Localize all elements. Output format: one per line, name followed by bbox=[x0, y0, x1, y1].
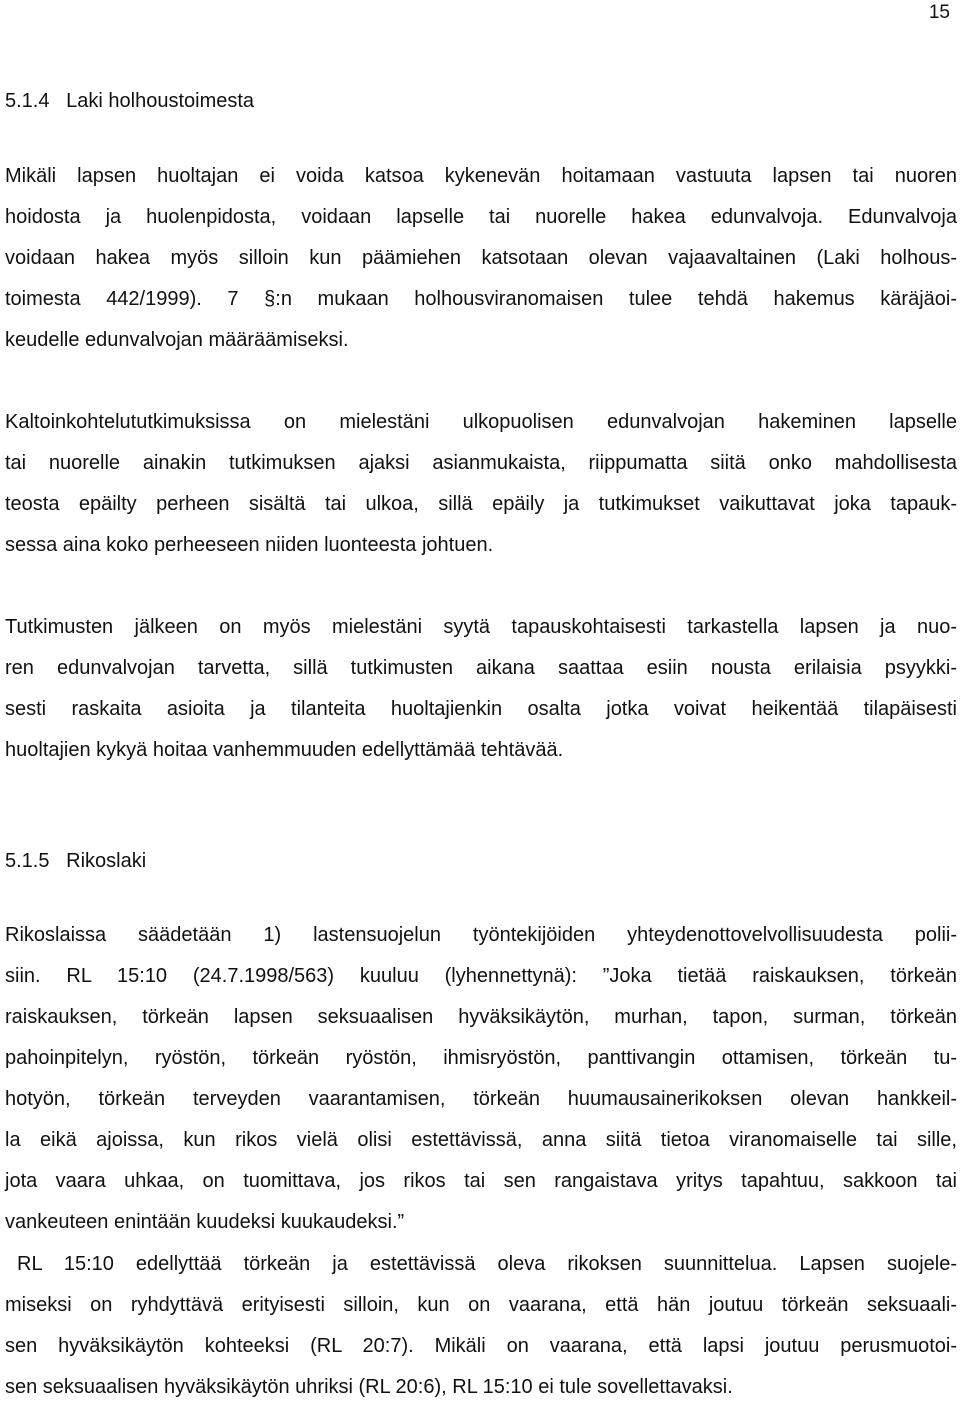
paragraph-5-1-4-1 bbox=[5, 156, 957, 361]
text-line: pahoinpitelyn, ryöstön, törkeän ryöstön, ihmisryöstön, panttivangin ottamisen, törkeän tu- bbox=[5, 1047, 957, 1069]
text-line: teosta epäilty perheen sisältä tai ulkoa, sillä epäily ja tutkimukset vaikuttavat joka tapauk- bbox=[5, 493, 957, 515]
paragraph-5-1-4-3 bbox=[5, 607, 957, 771]
text-line: Kaltoinkohtelututkimuksissa on mielestäni ulkopuolisen edunvalvojan hakeminen lapselle bbox=[5, 411, 957, 433]
page-number: 15 bbox=[928, 2, 950, 23]
paragraph-5-1-5-2 bbox=[5, 1244, 957, 1408]
text-line: sen hyväksikäytön kohteeksi (RL 20:7). Mikäli on vaarana, että lapsi joutuu perusmuotoi- bbox=[5, 1335, 957, 1357]
text-line: RL 15:10 edellyttää törkeän ja estettävissä oleva rikoksen suunnittelua. Lapsen suojele- bbox=[17, 1253, 957, 1275]
text-line: Rikoslaissa säädetään 1) lastensuojelun työntekijöiden yhteydenottovelvollisuudesta polii- bbox=[5, 924, 957, 946]
text-line: huoltajien kykyä hoitaa vanhemmuuden edellyttämää tehtävää. bbox=[5, 739, 564, 761]
text-line: toimesta 442/1999). 7 §:n mukaan holhousviranomaisen tulee tehdä hakemus käräjäoi- bbox=[5, 288, 957, 310]
text-line: sessa aina koko perheeseen niiden luonteesta johtuen. bbox=[5, 534, 494, 556]
text-line: Mikäli lapsen huoltajan ei voida katsoa kykenevän hoitamaan vastuuta lapsen tai nuoren bbox=[5, 165, 957, 187]
text-line: tai nuorelle ainakin tutkimuksen ajaksi asianmukaista, riippumatta siitä onko mahdollisesta bbox=[5, 452, 957, 474]
section-heading-5-1-5: 5.1.5 Rikoslaki bbox=[5, 850, 147, 872]
text-line: vankeuteen enintään kuudeksi kuukaudeksi.” bbox=[5, 1211, 405, 1233]
text-line: jota vaara uhkaa, on tuomittava, jos rikos tai sen rangaistava yritys tapahtuu, sakkoon tai bbox=[5, 1170, 957, 1192]
text-line: ren edunvalvojan tarvetta, sillä tutkimusten aikana saattaa esiin nousta erilaisia psyykki- bbox=[5, 657, 957, 679]
text-line: miseksi on ryhdyttävä erityisesti silloin, kun on vaarana, että hän joutuu törkeän seksuaali- bbox=[5, 1294, 957, 1316]
section-heading-5-1-4: 5.1.4 Laki holhoustoimesta bbox=[5, 90, 255, 112]
text-line: voidaan hakea myös silloin kun päämiehen katsotaan olevan vajaavaltainen (Laki holhous- bbox=[5, 247, 957, 269]
text-line: la eikä ajoissa, kun rikos vielä olisi estettävissä, anna siitä tietoa viranomaiselle tai sille, bbox=[5, 1129, 957, 1151]
text-line: hotyön, törkeän terveyden vaarantamisen, törkeän huumausainerikoksen olevan hankkeil- bbox=[5, 1088, 957, 1110]
paragraph-5-1-5-1 bbox=[5, 915, 957, 1243]
text-line: sen seksuaalisen hyväksikäytön uhriksi (RL 20:6), RL 15:10 ei tule sovellettavaksi. bbox=[5, 1376, 733, 1398]
paragraph-5-1-4-2 bbox=[5, 402, 957, 566]
text-line: Tutkimusten jälkeen on myös mielestäni syytä tapauskohtaisesti tarkastella lapsen ja nuo- bbox=[5, 616, 957, 638]
text-line: hoidosta ja huolenpidosta, voidaan lapselle tai nuorelle hakea edunvalvoja. Edunvalvoja bbox=[5, 206, 957, 228]
text-line: sesti raskaita asioita ja tilanteita huoltajienkin osalta jotka voivat heikentää tilapäisesti bbox=[5, 698, 957, 720]
text-line: raiskauksen, törkeän lapsen seksuaalisen hyväksikäytön, murhan, tapon, surman, törkeän bbox=[5, 1006, 957, 1028]
text-line: keudelle edunvalvojan määräämiseksi. bbox=[5, 329, 349, 351]
text-line: siin. RL 15:10 (24.7.1998/563) kuuluu (lyhennettynä): ”Joka tietää raiskauksen, törkeän bbox=[5, 965, 957, 987]
